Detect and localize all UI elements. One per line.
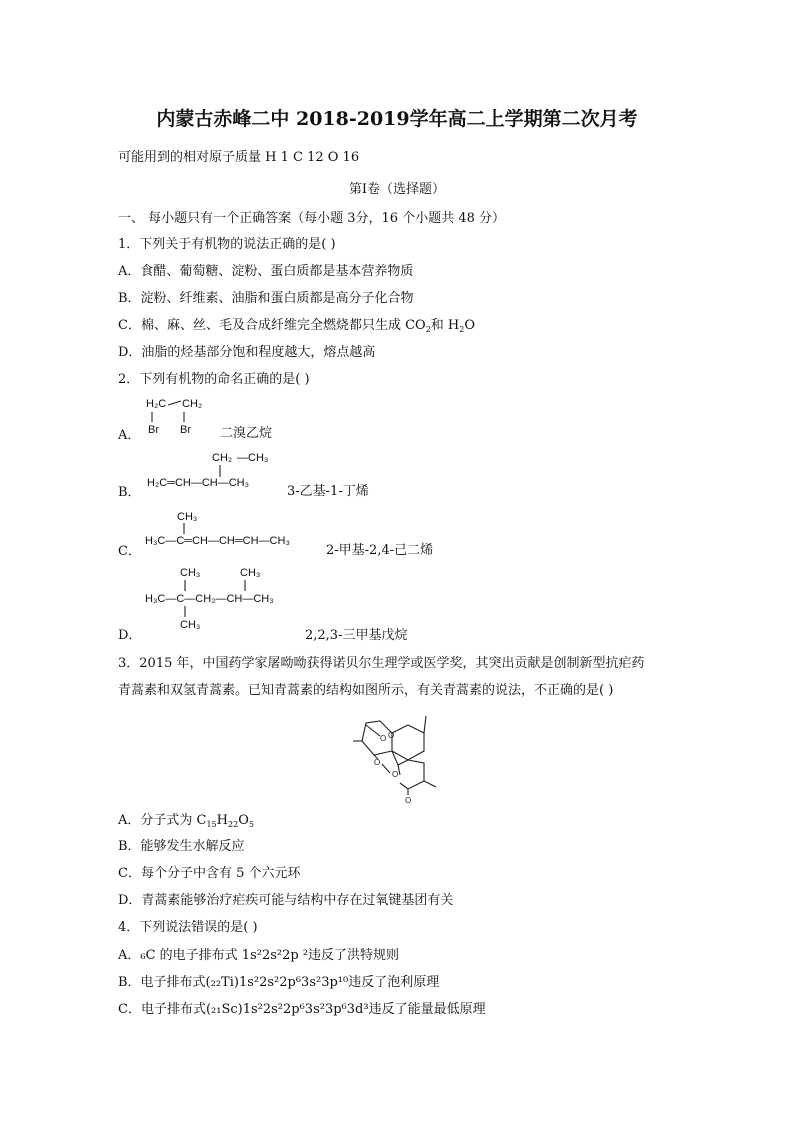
q4-stem: 4．下列说法错误的是( ) xyxy=(118,920,258,935)
q2b-main-chain: H₂C═CH—CH—CH₃ xyxy=(147,477,250,489)
q2d-ch3-top-2: CH₃ xyxy=(240,567,261,579)
q2-option-c-label: C． xyxy=(118,544,141,559)
atomic-mass-note: 可能用到的相对原子质量 H 1 C 12 O 16 xyxy=(118,150,360,165)
svg-text:O: O xyxy=(392,770,399,779)
page-title: 内蒙古赤峰二中 2018-2019学年高二上学期第二次月考 xyxy=(156,108,638,130)
q2a-ch2: CH₂ xyxy=(182,398,203,410)
q2c-ch3-top: CH₃ xyxy=(177,511,198,523)
q2d-ch3-top-1: CH₃ xyxy=(180,567,201,579)
svg-text:O: O xyxy=(374,758,381,767)
q1-option-c-mid: 和 H xyxy=(430,318,460,333)
q2a-h2c: H₂C xyxy=(146,398,167,410)
q4-option-a: A．₆C 的电子排布式 1s²2s²2p ²违反了洪特规则 xyxy=(118,948,400,963)
q2a-br2: Br xyxy=(180,424,191,436)
svg-text:O: O xyxy=(405,796,412,803)
q2-option-a-label: A． xyxy=(118,428,141,443)
svg-text:O: O xyxy=(388,731,395,740)
q1-option-d: D．油脂的烃基部分饱和程度越大，熔点越高 xyxy=(118,345,376,360)
q4-option-c: C．电子排布式(₂₁Sc)1s²2s²2p⁶3s²3p⁶3d³违反了能量最低原理 xyxy=(118,1002,486,1017)
q1-option-c: C．棉、麻、丝、毛及合成纤维完全燃烧都只生成 $CO_2$和 $H_2O$ xyxy=(118,318,476,334)
q2a-br1: Br xyxy=(148,424,159,436)
q2-stem: 2．下列有机物的命名正确的是( ) xyxy=(118,372,310,387)
q2-option-a-name: 二溴乙烷 xyxy=(220,426,273,441)
q3-option-c: C．每个分子中含有 5 个六元环 xyxy=(118,866,301,881)
q2-option-d-name: 2,2,3-三甲基戊烷 xyxy=(305,628,408,643)
q1-option-a: A．食醋、葡萄糖、淀粉、蛋白质都是基本营养物质 xyxy=(118,264,414,279)
q1-option-c-prefix: C．棉、麻、丝、毛及合成纤维完全燃烧都只生成 CO xyxy=(118,318,426,333)
q2-option-c-name: 2-甲基-2,4-己二烯 xyxy=(326,543,434,558)
q2c-bond xyxy=(175,521,195,535)
q2b-ch2: CH₂ xyxy=(212,452,233,464)
section-title: 第Ⅰ卷（选择题） xyxy=(348,182,446,197)
q2d-main-chain: H₃C—C—CH₂—CH—CH₃ xyxy=(145,593,274,605)
q2-option-b-label: B． xyxy=(118,485,141,500)
part-one-instruction: 一、 每小题只有一个正确答案（每小题 3分，16 个小题共 48 分） xyxy=(118,211,506,226)
q1-stem: 1．下列关于有机物的说法正确的是( ) xyxy=(118,237,336,252)
q3-option-b: B．能够发生水解反应 xyxy=(118,839,245,854)
q2-option-d-label: D． xyxy=(118,628,142,643)
q2d-ch3-bottom: CH₃ xyxy=(180,619,201,631)
q3-option-a: A．分子式为 $C_{15}H_{22}O_5$ xyxy=(118,813,254,829)
q3-option-d: D．青蒿素能够治疗疟疾可能与结构中存在过氧键基团有关 xyxy=(118,893,454,908)
q3-stem-line2: 青蒿素和双氢青蒿素。已知青蒿素的结构如图所示，有关青蒿素的说法，不正确的是( ) xyxy=(118,683,614,698)
q2a-bonds xyxy=(140,396,220,426)
q1-option-c-suffix: O xyxy=(464,318,476,333)
q2c-main-chain: H₃C—C═CH—CH═CH—CH₃ xyxy=(145,535,290,547)
artemisinin-structure xyxy=(352,703,442,803)
q4-option-b: B．电子排布式(₂₂Ti)1s²2s²2p⁶3s²3p¹⁰违反了泡利原理 xyxy=(118,975,440,990)
q2b-ch3-top: —CH₃ xyxy=(237,452,269,464)
q2-option-b-name: 3-乙基-1-丁烯 xyxy=(287,484,369,499)
q1-option-b: B．淀粉、纤维素、油脂和蛋白质都是高分子化合物 xyxy=(118,291,414,306)
q3-stem-line1: 3．2015 年，中国药学家屠呦呦获得诺贝尔生理学或医学奖，其突出贡献是创制新型抗疟药 xyxy=(118,656,645,671)
svg-text:O: O xyxy=(380,734,387,743)
